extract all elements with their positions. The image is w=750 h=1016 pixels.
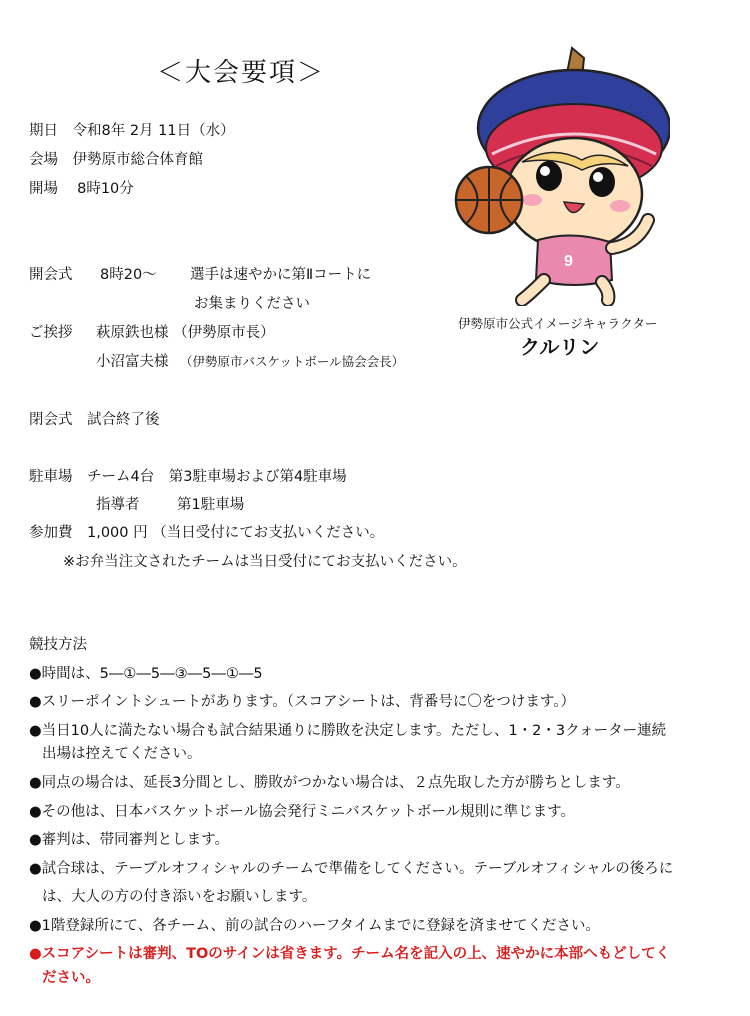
parking-coach-label: 指導者 <box>96 497 140 513</box>
opening-note-2: お集まりください <box>194 296 310 312</box>
rule-item: ●その他は、日本バスケットボール協会発行ミニバスケットボール規則に準じます。 <box>29 804 575 820</box>
mascot-illustration <box>452 44 670 306</box>
rule-item: ●時間は、5―①―5―③―5―①―5 <box>29 666 263 682</box>
greeting-person-2: 小沼富夫様 <box>96 354 169 370</box>
rule-item: ●当日10人に満たない場合も試合結果通りに勝敗を決定します。ただし、1・2・3クォーター連続 <box>29 723 667 739</box>
mascot-name: クルリン <box>520 335 600 359</box>
info-date: 期日 令和8年 2月 11日（水） <box>29 123 235 139</box>
opening-time: 8時20～ <box>100 267 157 283</box>
parking-coach-value: 第1駐車場 <box>177 497 245 513</box>
parking-line-1: 駐車場 チーム4台 第3駐車場および第4駐車場 <box>29 469 347 485</box>
fee-line-2: ※お弁当注文されたチームは当日受付にてお支払いください。 <box>63 554 467 570</box>
rules-heading: 競技方法 <box>29 637 87 653</box>
greeting-person-2-role: （伊勢原市バスケットボール協会会長） <box>180 354 405 369</box>
opening-label: 開会式 <box>29 267 73 283</box>
heading: ＜大会要項＞ <box>157 58 326 88</box>
rule-item: ●1階登録所にて、各チーム、前の試合のハーフタイムまでに登録を済ませてください。 <box>29 918 600 934</box>
greeting-person-1: 萩原鉄也様 （伊勢原市長） <box>96 325 275 341</box>
info-venue: 会場 伊勢原市総合体育館 <box>29 152 203 168</box>
rule-item: は、大人の方の付き添いをお願いします。 <box>42 889 317 905</box>
rule-item: ●試合球は、テーブルオフィシャルのチームで準備をしてください。テーブルオフィシャルの後ろに <box>29 861 674 877</box>
mascot-caption: 伊勢原市公式イメージキャラクター <box>458 316 658 331</box>
rule-item: 出場は控えてください。 <box>42 746 202 762</box>
info-open: 開場 8時10分 <box>29 181 134 197</box>
opening-note-1: 選手は速やかに第Ⅱコートに <box>190 267 372 283</box>
closing-ceremony: 閉会式 試合終了後 <box>29 412 160 428</box>
fee-line-1: 参加費 1,000 円 （当日受付にてお支払いください。 <box>29 525 385 541</box>
jersey-number: 9 <box>564 253 573 270</box>
rule-item-alert: ●スコアシートは審判、TOのサインは省きます。チーム名を記入の上、速やかに本部へもどしてく <box>29 946 671 962</box>
rule-item: ●同点の場合は、延長3分間とし、勝敗がつかない場合は、２点先取した方が勝ちとします。 <box>29 775 630 791</box>
rule-item: ●スリーポイントシュートがあります。（スコアシートは、背番号に〇をつけます。） <box>29 694 575 710</box>
greeting-label: ご挨拶 <box>29 325 73 341</box>
rule-item: ●審判は、帯同審判とします。 <box>29 832 229 848</box>
rule-item-alert: ださい。 <box>42 970 100 986</box>
